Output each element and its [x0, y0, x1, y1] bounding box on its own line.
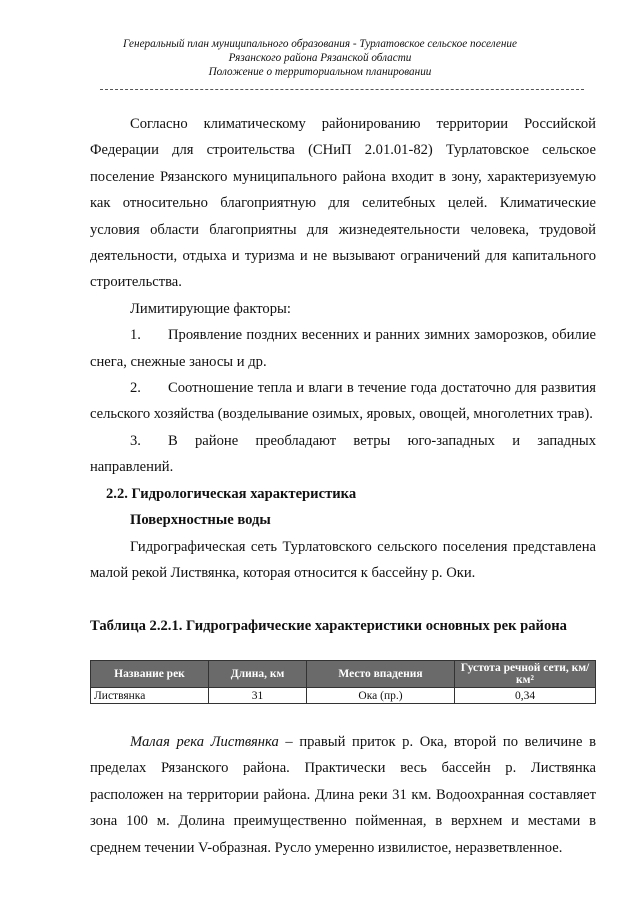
- factor-number: 2.: [130, 380, 141, 397]
- column-header-density: Густота речной сети, км/км²: [455, 661, 596, 688]
- header-divider: [100, 89, 584, 90]
- header-line-2: Рязанского района Рязанской области: [228, 52, 412, 64]
- table-cell: 0,34: [455, 688, 596, 704]
- factor-item-2: [90, 375, 596, 428]
- factor-text: В районе преобладают ветры юго-западных и западных направлений.: [90, 432, 596, 476]
- limiting-factors-title: Лимитирующие факторы:: [130, 300, 291, 317]
- river-paragraph: [90, 729, 596, 861]
- river-name: Малая река Листвянка: [130, 734, 279, 750]
- intro-paragraph: Согласно климатическому районированию территории Российской Федерации для строительства (СНиП 2.01.01-82) Турлатовское сельское поселение Рязанского муниципального района входит в зону, характеризуемую как относительно благоприятную для селитебных целей. Климатические условия области благоприятны для жизнедеятельности человека, трудовой деятельности, отдыха и туризма и не вызывают ограничений для капитального строительства.: [90, 116, 596, 291]
- factor-item-3: [90, 428, 596, 481]
- section-heading: 2.2. Гидрологическая характеристика: [106, 485, 357, 502]
- subsection-heading: Поверхностные воды: [130, 512, 271, 529]
- table-row: [91, 688, 596, 704]
- table-cell: Ока (пр.): [307, 688, 455, 704]
- header-line-3: Положение о территориальном планировании: [208, 66, 432, 78]
- river-description: [90, 729, 596, 861]
- column-header-name: Название рек: [91, 661, 209, 688]
- header-line-1: Генеральный план муниципального образования - Турлатовское сельское поселение: [123, 38, 517, 50]
- factor-text: Соотношение тепла и влаги в течение года достаточно для развития сельского хозяйства (возделывание озимых, яровых, овощей, многолетних трав).: [90, 380, 596, 423]
- hydro-paragraph: Гидрографическая сеть Турлатовского сельского поселения представлена малой рекой Листвянка, которая относится к бассейну р. Оки.: [90, 538, 596, 581]
- table-cell: Листвянка: [91, 688, 209, 704]
- factor-text: Проявление поздних весенних и ранних зимних заморозков, обилие снега, снежные заносы и др.: [90, 327, 596, 370]
- factor-number: 1.: [130, 327, 141, 344]
- document-body: [90, 111, 596, 586]
- table-cell: 31: [209, 688, 307, 704]
- factor-number: 3.: [130, 432, 141, 449]
- table-caption: Таблица 2.2.1. Гидрографические характеристики основных рек района: [90, 618, 567, 634]
- factor-item-1: [90, 322, 596, 375]
- rivers-table: [90, 660, 596, 704]
- column-header-length: Длина, км: [209, 661, 307, 688]
- table-header-row: [91, 661, 596, 688]
- column-header-mouth: Место впадения: [307, 661, 455, 688]
- page-header: [60, 37, 580, 79]
- river-text: – правый приток р. Ока, второй по величине в пределах Рязанского района. Практически весь бассейн р. Листвянка расположен на территории района. Длина реки 31 км. Водоохранная составляет зона 100 м. Долина преимущественно пойменная, в верхнем и местами в среднем течении V-образная. Русло умеренно извилистое, неразветвленное.: [90, 734, 596, 856]
